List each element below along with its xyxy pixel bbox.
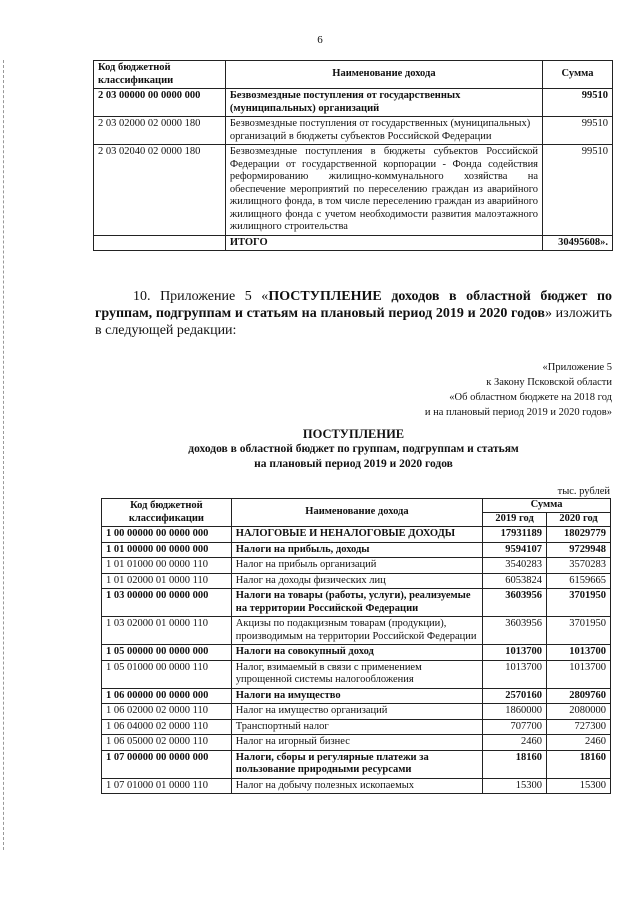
row-code: 2 03 02040 02 0000 180 <box>94 145 226 236</box>
row-name: Налог на игорный бизнес <box>231 735 482 751</box>
row-2020: 18160 <box>547 750 611 778</box>
row-name: Безвозмездные поступления от государственных (муниципальных) организаций <box>225 89 542 117</box>
row-code: 1 06 05000 02 0000 110 <box>102 735 232 751</box>
income-table-2019-2020 <box>101 498 611 794</box>
table-row <box>102 704 611 720</box>
table2-body <box>102 527 611 794</box>
row-name: Налоги, сборы и регулярные платежи за пользование природными ресурсами <box>231 750 482 778</box>
row-2020: 3570283 <box>547 558 611 574</box>
row-code: 1 01 02000 01 0000 110 <box>102 573 232 589</box>
header-name: Наименование дохода <box>225 61 542 89</box>
row-sum: 99510 <box>543 89 613 117</box>
header-sum: Сумма <box>543 61 613 89</box>
row-code: 2 03 02000 02 0000 180 <box>94 117 226 145</box>
document-title <box>95 427 612 472</box>
row-name: Налоги на товары (работы, услуги), реализуемые на территории Российской Федерации <box>231 589 482 617</box>
appendix-reference <box>312 360 612 420</box>
row-name: Налог на доходы физических лиц <box>231 573 482 589</box>
row-2020: 6159665 <box>547 573 611 589</box>
row-name: Транспортный налог <box>231 719 482 735</box>
row-2020: 15300 <box>547 778 611 794</box>
row-sum: 99510 <box>543 145 613 236</box>
row-name: Безвозмездные поступления в бюджеты субъектов Российской Федерации от государственной корпорации - Фонда содействия реформированию жилищно-коммунального хозяйства на обеспечение мероприятий по переселению граждан из аварийного жилищного фонда, в том числе переселению граждан из аварийного жилищного фонда с учетом необходимости развития малоэтажного жилищного строительства <box>225 145 542 236</box>
row-2019: 2570160 <box>483 688 547 704</box>
row-code: 1 07 00000 00 0000 000 <box>102 750 232 778</box>
appendix-line-3: «Об областном бюджете на 2018 год <box>449 392 612 403</box>
title-sub-1: доходов в областной бюджет по группам, подгруппам и статьям <box>188 443 519 455</box>
table-row <box>102 735 611 751</box>
appendix-line-4: и на плановый период 2019 и 2020 годов» <box>424 407 612 418</box>
appendix-line-1: «Приложение 5 <box>542 362 612 373</box>
header-2019: 2019 год <box>483 513 547 527</box>
header-code: Код бюджетной классификации <box>94 61 226 89</box>
row-code: 1 05 01000 00 0000 110 <box>102 660 232 688</box>
row-name: Акцизы по подакцизным товарам (продукции), производимым на территории Российской Федерации <box>231 617 482 645</box>
table-row <box>102 688 611 704</box>
row-2019: 15300 <box>483 778 547 794</box>
table-row <box>102 778 611 794</box>
header-sum: Сумма <box>483 499 611 513</box>
row-code: 1 07 01000 01 0000 110 <box>102 778 232 794</box>
row-name: Безвозмездные поступления от государственных (муниципальных) организаций в бюджеты субъектов Российской Федерации <box>225 117 542 145</box>
income-table-continuation <box>93 60 613 251</box>
paragraph-bold-title: ПОСТУПЛЕНИЕ доходов в областной бюджет по группам, подгруппам и статьям на плановый период 2019 и 2020 годов <box>95 289 613 321</box>
row-2019: 707700 <box>483 719 547 735</box>
row-code: 1 01 01000 00 0000 110 <box>102 558 232 574</box>
row-sum: 99510 <box>543 117 613 145</box>
row-2019: 18160 <box>483 750 547 778</box>
row-2020: 727300 <box>547 719 611 735</box>
row-2019: 17931189 <box>483 527 547 543</box>
row-name: Налог на прибыль организаций <box>231 558 482 574</box>
row-name: Налог на добычу полезных ископаемых <box>231 778 482 794</box>
row-2020: 1013700 <box>547 660 611 688</box>
table-row <box>102 750 611 778</box>
row-code: 1 05 00000 00 0000 000 <box>102 645 232 661</box>
table-row <box>102 527 611 543</box>
paragraph-text-after: » изложить в следующей редакции: <box>95 306 613 338</box>
total-label: ИТОГО <box>225 235 542 251</box>
title-sub-2: на плановый период 2019 и 2020 годов <box>254 458 453 470</box>
row-2019: 3603956 <box>483 589 547 617</box>
row-2019: 3540283 <box>483 558 547 574</box>
total-sum: 30495608». <box>543 235 613 251</box>
row-2019: 6053824 <box>483 573 547 589</box>
row-2019: 2460 <box>483 735 547 751</box>
row-2020: 9729948 <box>547 542 611 558</box>
table-row <box>102 645 611 661</box>
table-row <box>94 145 613 236</box>
units-label: тыс. рублей <box>557 486 610 497</box>
total-empty-cell <box>94 235 226 251</box>
row-2019: 9594107 <box>483 542 547 558</box>
row-code: 1 03 02000 01 0000 110 <box>102 617 232 645</box>
table-row <box>102 589 611 617</box>
paragraph-text-before: Приложение 5 « <box>160 289 269 304</box>
row-2020: 2080000 <box>547 704 611 720</box>
row-2020: 2460 <box>547 735 611 751</box>
table-row <box>102 573 611 589</box>
row-name: Налог на имущество организаций <box>231 704 482 720</box>
row-name: НАЛОГОВЫЕ И НЕНАЛОГОВЫЕ ДОХОДЫ <box>231 527 482 543</box>
title-main: ПОСТУПЛЕНИЕ <box>302 427 405 441</box>
appendix-line-2: к Закону Псковской области <box>486 377 612 388</box>
row-name: Налоги на имущество <box>231 688 482 704</box>
table-row <box>94 117 613 145</box>
row-code: 1 06 04000 02 0000 110 <box>102 719 232 735</box>
table-row <box>94 89 613 117</box>
row-2020: 1013700 <box>547 645 611 661</box>
row-2020: 18029779 <box>547 527 611 543</box>
table-row <box>102 719 611 735</box>
paragraph-number: 10. <box>133 289 151 304</box>
row-code: 1 01 00000 00 0000 000 <box>102 542 232 558</box>
amendment-paragraph <box>95 288 612 339</box>
row-2019: 3603956 <box>483 617 547 645</box>
row-name: Налог, взимаемый в связи с применением упрощенной системы налогообложения <box>231 660 482 688</box>
row-2020: 3701950 <box>547 589 611 617</box>
header-name: Наименование дохода <box>231 499 482 527</box>
row-2020: 3701950 <box>547 617 611 645</box>
row-code: 1 06 00000 00 0000 000 <box>102 688 232 704</box>
row-2019: 1013700 <box>483 645 547 661</box>
row-name: Налоги на совокупный доход <box>231 645 482 661</box>
table-row <box>102 542 611 558</box>
table1-body <box>94 89 613 251</box>
row-2019: 1013700 <box>483 660 547 688</box>
row-code: 1 00 00000 00 0000 000 <box>102 527 232 543</box>
table-row <box>102 617 611 645</box>
row-code: 1 06 02000 02 0000 110 <box>102 704 232 720</box>
header-2020: 2020 год <box>547 513 611 527</box>
table-row <box>102 558 611 574</box>
total-row <box>94 235 613 251</box>
row-code: 2 03 00000 00 0000 000 <box>94 89 226 117</box>
row-2019: 1860000 <box>483 704 547 720</box>
row-name: Налоги на прибыль, доходы <box>231 542 482 558</box>
row-code: 1 03 00000 00 0000 000 <box>102 589 232 617</box>
scan-edge-line <box>3 60 5 850</box>
page-number: 6 <box>317 34 323 46</box>
header-code: Код бюджетной классификации <box>102 499 232 527</box>
row-2020: 2809760 <box>547 688 611 704</box>
table-row <box>102 660 611 688</box>
